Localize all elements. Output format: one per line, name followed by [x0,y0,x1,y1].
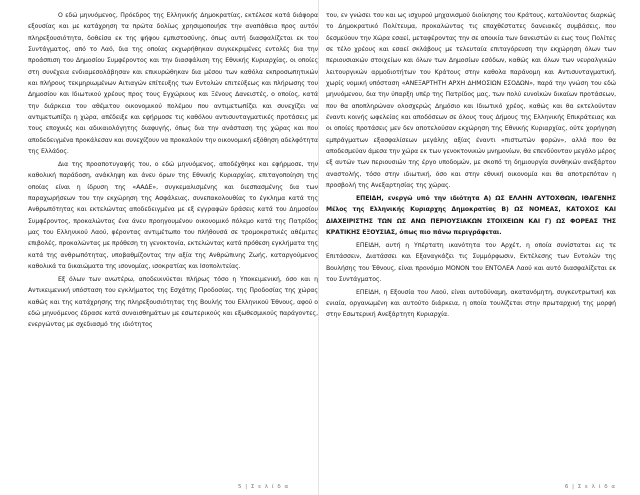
right-page [326,10,616,490]
left-paragraph-1: Ο εδώ μηνυόμενος, Πρόεδρος της Ελληνικής Δημοκρατίας, εκτέλεσε κατά διάφορα εξουσίας και με κατάχρηση τα πρώτα δολίως χρησιμοποιήσε την αναπάθεια προς αυτόν πληρεξουσιότητα, δοθείσα εκ της ψήφου εμπιστοσύνης, όπως αυτή διασφαλίζεται εκ του Συντάγματος, από το Λαό, δια της οποίας εκχωρήθηκαν συγκεκριμένες εντολές δια την προάσπιση του Δημοσίου Συμφέροντος και την διασφάλιση της Εθνικής Κυριαρχίας, οι οποίες στη συνέχεια ενδιαμεσολάβησαν και επικυρώθηκαν δια μέσου των καθόλα εκπροσωπητικών και πλήρους τεκμηριωμένων Αιτιαγών επίτευξης των Εντολών επιτεύξεως και πλήρωσης του Δημοσίου και Ιδιωτικού χρέους προς τους Εγχώριους και Ξένους Δανειστές, ο οποίος, κατά την διάρκεια του αθέμιτου οικονομικού πολέμου που αντιμετωπίζει και συνεχίζει να αντιμετωπίζει η χώρα, απέδειξε και εφήρμοσε τις καθόλου αντισυνταγματικές προτάσεις με τους εποχικές και αδικαιολόγητης διαφυγής, όπως δια την ανάσταση της χώρας και που αποδεδειγμένα προκάλεσαν και συνεχίζουν να προκαλούν την οικονομική εξόθηση αδελφότητα της Ελλάδος. [28,12,318,156]
right-bold-block: ΕΠΕΙΔΗ, ενεργώ υπό την ιδιότητα Α) ΩΣ ΕΛΛΗΝ ΑΥΤΟΧΘΩΝ, ΙΘΑΓΕΝΗΣ Μέλος της Ελληνικής Κυριαρχης Δημοκρατίας Β) ΩΣ ΝΟΜΕΑΣ, ΚΑΤΟΧΟΣ ΚΑΙ ΔΙΑΧΕΙΡΙΣΤΗΣ ΤΩΝ ΩΣ ΑΝΩ ΠΕΡΙΟΥΣΙΑΚΩΝ ΣΤΟΙΧΕΙΩΝ ΚΑΙ Γ) ΩΣ ΦΟΡΕΑΣ ΤΗΣ ΚΡΑΤΙΚΗΣ ΕΞΟΥΣΙΑΣ, όπως πιο πάνω περιγράφεται. [326,195,616,237]
left-page [28,10,318,490]
right-page-footer: 6 | Σ ε λ ί δ α [564,484,616,490]
right-closing-2: ΕΠΕΙΔΗ, η Εξουσία του Λαού, είναι αυτοδύναμη, ακατανόμητη, συγκεντρωτική και ενιαία, οργανωμένη και αυτούτο διάρκεια, η οποία τουλίζεται στην πρωταρχική της μορφή στην Εσωτερική Ανεξάρτητη Κυριαρχία. [326,288,616,319]
left-paragraph-2: Δια της προαποτυγαφής του, ο εδώ μηνυόμενος, αποδέχθηκε και εφήρμοσε, την καθολική παράδοση, ανάκληψη και άνευ όρων της Εθνικής Κυριαρχίας, επιταγοποίηση της οποίας είναι η ίδρυση της «ΑΑΔΕ», συγκεμαλισμένης και διεσπασμένης δια των παραχωρήσεων του την εκχώρηση της Ασφάλειας, συνεπακολουθίας το έγκλημα κατά της Ανθρωπότητας και εκτελώντας αποδεδειγμένα με εξ εγγραφών δράσεις κατά του Δημοσίου Συμφέροντος, προκαλώντας ένα άνευ προηγουμένου οικονομικό πόλεμο κατά της Πατρίδος μας του Ελληνικού Λαού, φέροντας αντιμέτωπο του πλήθουσά σε τρομοκρατικές αθέμιτες επιβολές, προκαλώντας με πρόθεση τη γενοκτονία, εκτελώντας κατά πρόθεση εγκλήματα της κατά της ανθρωπότητας, υποβαθμίζοντας την αξία της Ανθρώπινης Ζωής, καταργούμενος καθολικά τα δικαιώματα της ισονομίας, ισοκρατίας και Ισοπολιτείας. [28,160,318,271]
right-closing-1: ΕΠΕΙΔΗ, αυτή η Υπέρτατη ικανότητα του Αρχέτ, η οποία συνίσταται εις τε Επιτάσσειν, Διατάσσει και Εξαναγκάζει τις Συμμόρφωσιν, Εκτέλεσης των Εντολών της Βουλήσης του Έθνους, είναι προνόμιο ΜΟΝΟΝ του ΕΝΤΟΛΕΑ Λαού και αυτό διασφαλίζεται εκ του Συντάγματος. [326,241,616,283]
left-paragraph-3: Εξ όλων των ανωτέρω, αποδεικνύεται πλήρως τόσο η Υποκειμενική, όσο και η Αντικειμενική υπόσταση του εγκλήματος της Εσχάτης Προδοσίας, της Προδοσίας της χώρας καθώς και της κατάχρησης της πληρεξουσιότητας της Βουλής του Ελληνικού Έθνους, αφού ο εδώ μηνυόμενος έδρασε κατά συναισθημάτων με εσωτερικούς και εξωθεσμικούς παράγοντες, ενεργώντας με σχεδιασμό της ιδιότητος [28,275,318,329]
page-gutter [318,0,319,495]
right-paragraph-1: του, εν γνώσει του και ως ισχυρού μηχανισμού διοίκησης του Κράτους, καταλύοντας διαρκώς το Δημοκρατικό Πολίτευμα, προκαλώντας τις επαχθέστατες δανειακές συμβάσεις, που δεσμεύουν την Χώρα εσαεί, μεταφέροντας την σε αποικία των δανειστών ει εως τους Πολίτες σε τέλο χρέους και εσαεί σκλάβους με τελευταία επιταγόρευση την εκχώρηση όλων των περιουσιακών στοιχείων και όλων των Δημοσίων εσόδων, καθώς και όλων των νευραλγικών λειτουργικών αρμοδιοτήτων του Κράτους στην καθολα παράνομη και Αντισυνταγματική, χωρίς νομική υπόσταση «ΑΝΕΞΑΡΤΗΤΗ ΑΡΧΗ ΔΗΜΟΣΙΩΝ ΕΣΟΔΩΝ», παρά την γνώση του εδώ μηνυόμενου, δια την ύπαρξη υπέρ της Πατρίδος μας, των πολύ ευνοϊκών δικαίων προτάσεων, που θα αποπληρώναν ολοσχερώς Δημόσιο και Ιδιωτικό χρέος, καθώς και θα εκτελούνταν έναντι κοινής ωφελείας και αποδόσεων σε όλους τους Δήμους της Ελληνικής Επικράτειας και οι οποίες προτάσεις μεν δεν αποτελούσαν εκχώρηση της Εθνικής Κυριαρχίας, ούτε χορήγηση εμπράγματων εξασφαλίσεων μεγάλης αξίας έναντι «πιστωτών φορών», αλλά που θα αποδεσμεύαν άμεσα την χώρα εκ των γενοκτονικών μνημονίων, θα επενδύονταν μεγάλο μέρος εξ αυτών των περιουσιών της έργο υποδομών, με σκοπό τη δημιουργία συνθηκών ανεξάρτου αναστολής, τόσο στην ιδιωτική, όσο και στην εθνική οικονομία και θα αποτρεπόταν η προσβολή της Ανεξαρτησίας της χώρας. [326,12,616,190]
left-page-footer: 5 | Σ ε λ ί δ α [238,484,290,490]
